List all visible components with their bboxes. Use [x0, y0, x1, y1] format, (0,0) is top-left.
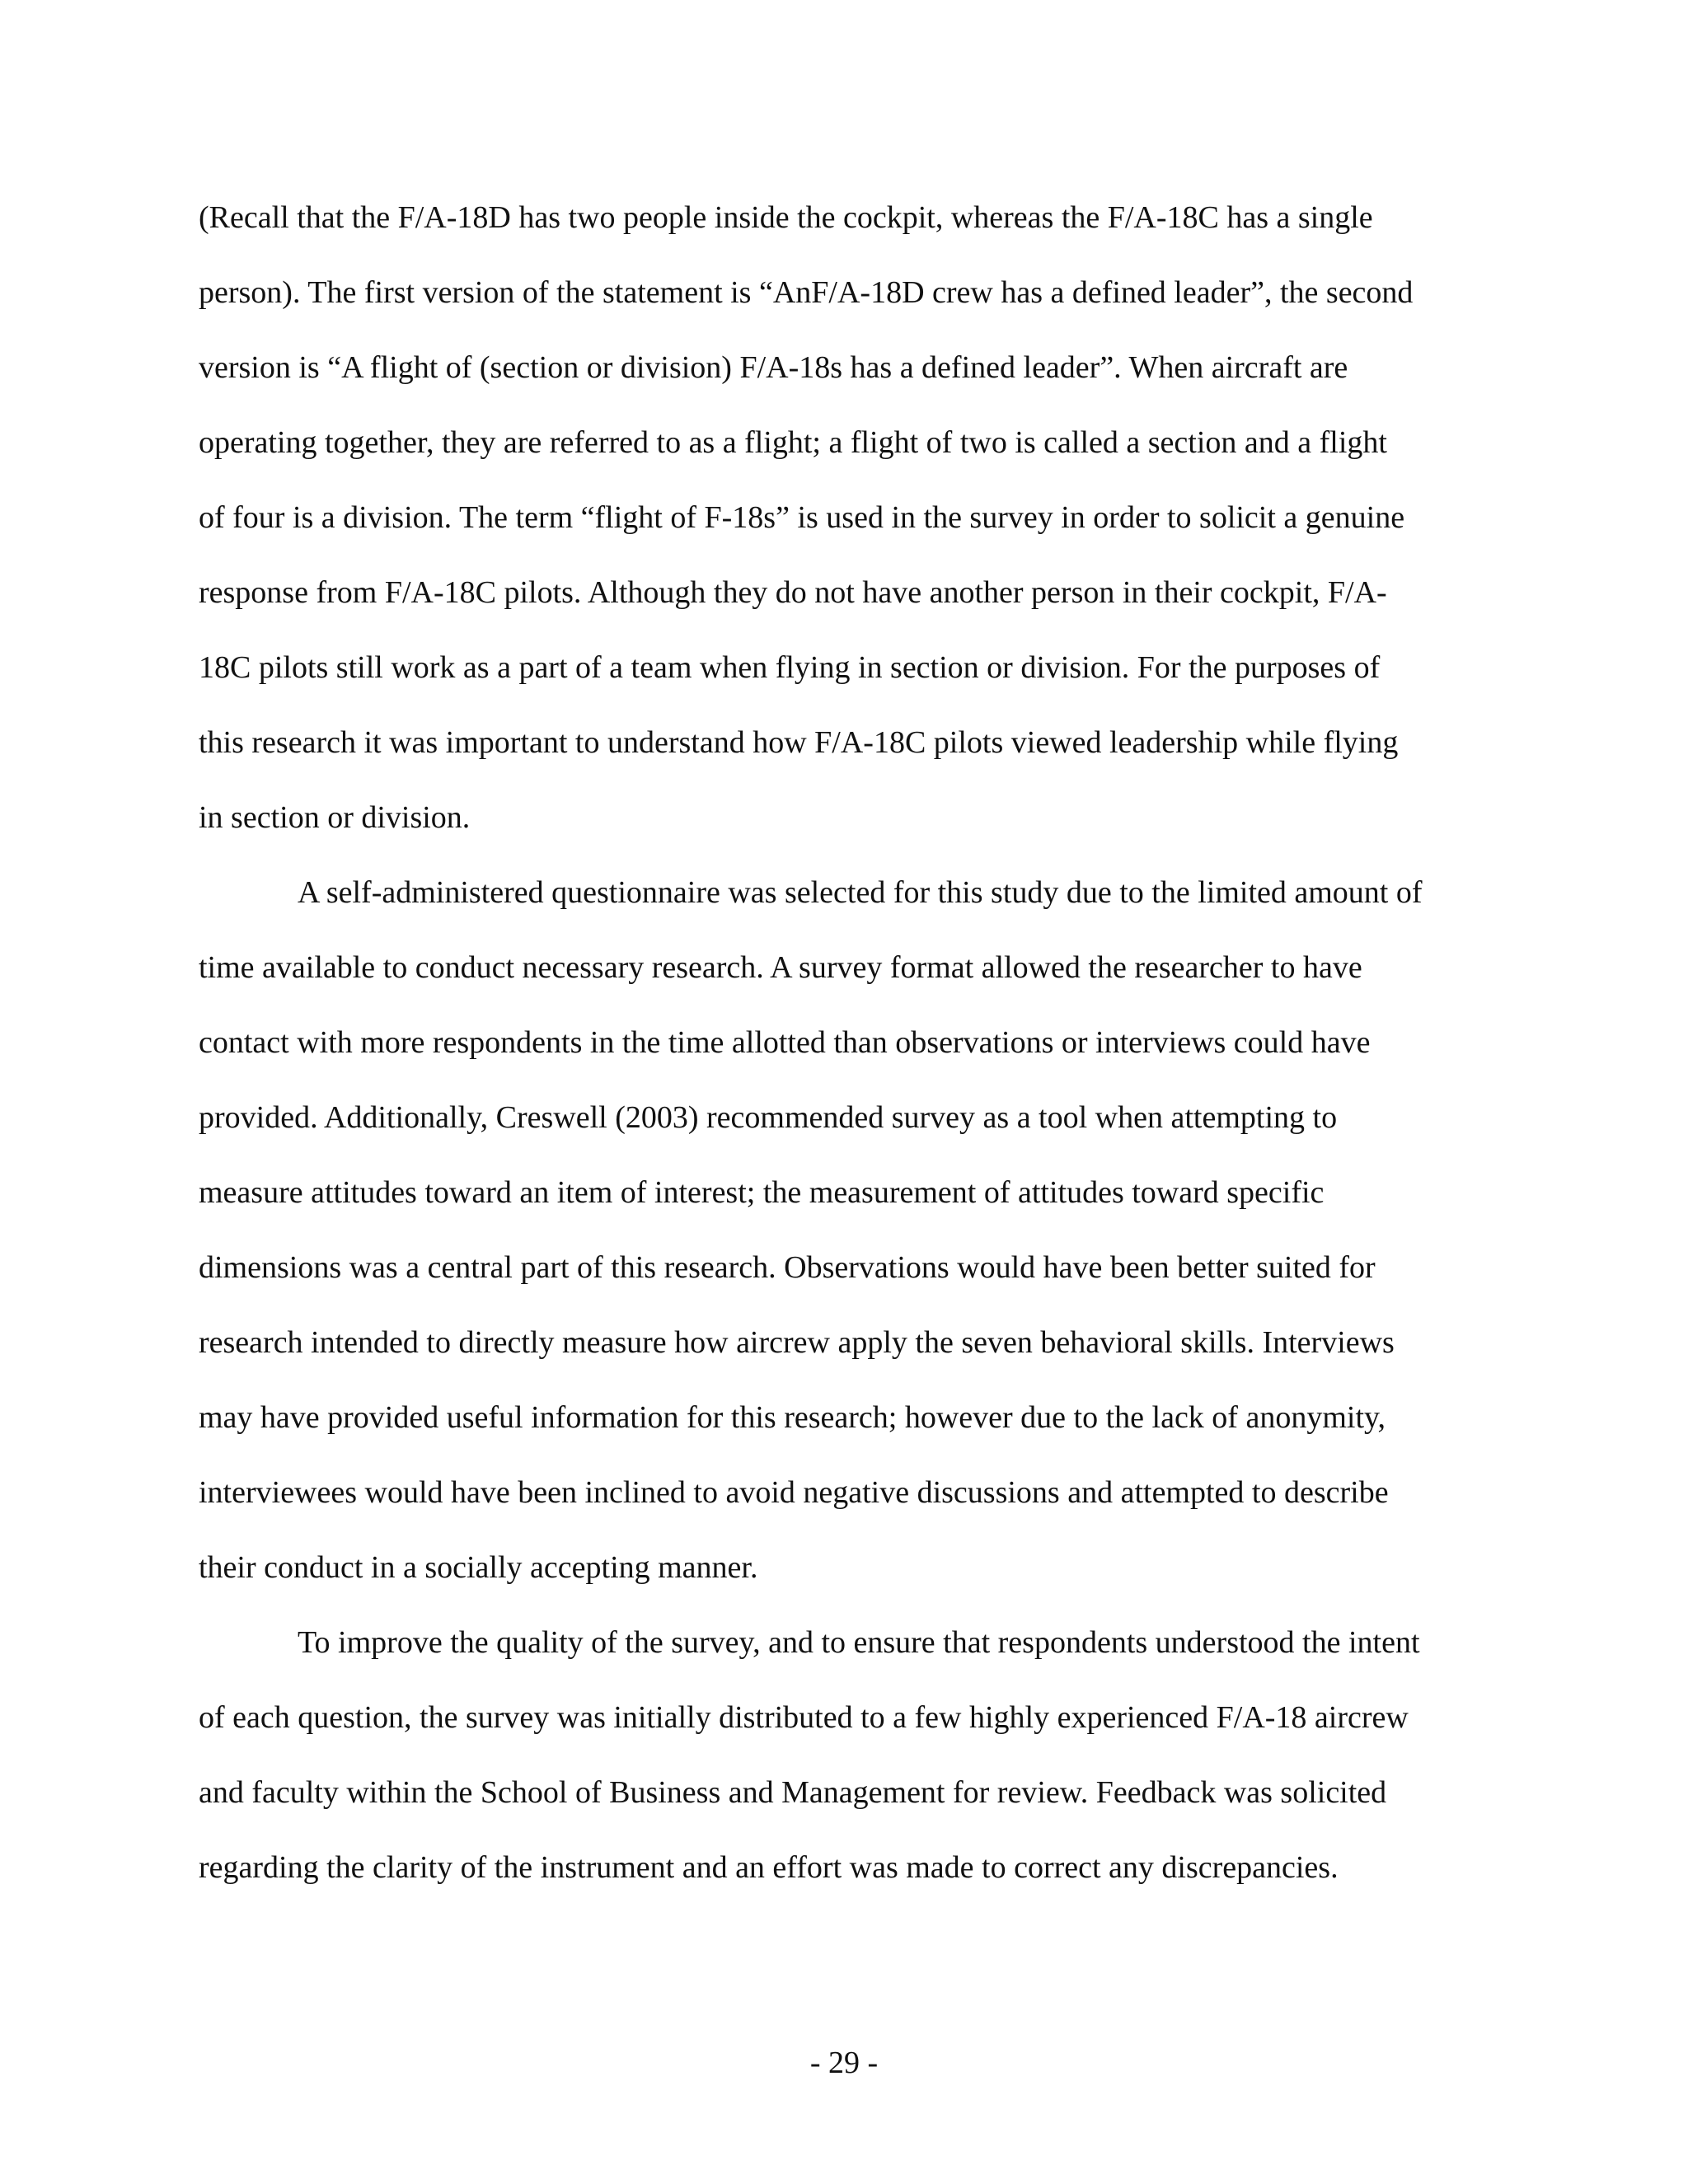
text-line: may have provided useful information for this research; however due to the lack of anonymity,	[199, 1400, 1386, 1435]
text-line: and faculty within the School of Business and Management for review. Feedback was solicited	[199, 1775, 1387, 1810]
text-line: this research it was important to understand how F/A-18C pilots viewed leadership while flying	[199, 725, 1399, 760]
text-line: A self-administered questionnaire was selected for this study due to the limited amount of	[298, 875, 1423, 910]
text-line: their conduct in a socially accepting manner.	[199, 1550, 758, 1585]
text-line: interviewees would have been inclined to avoid negative discussions and attempted to describe	[199, 1475, 1389, 1510]
text-line: of each question, the survey was initially distributed to a few highly experienced F/A-18 aircrew	[199, 1700, 1409, 1735]
text-line: To improve the quality of the survey, and to ensure that respondents understood the intent	[298, 1625, 1420, 1660]
text-line: in section or division.	[199, 800, 471, 835]
text-line: regarding the clarity of the instrument and an effort was made to correct any discrepancies.	[199, 1850, 1339, 1885]
text-line: dimensions was a central part of this research. Observations would have been better suited for	[199, 1250, 1376, 1285]
text-line: time available to conduct necessary research. A survey format allowed the researcher to have	[199, 950, 1362, 985]
text-line: operating together, they are referred to as a flight; a flight of two is called a section and a flight	[199, 425, 1387, 460]
text-line: 18C pilots still work as a part of a team when flying in section or division. For the purposes of	[199, 650, 1381, 685]
text-line: version is “A flight of (section or division) F/A-18s has a defined leader”. When aircraft are	[199, 350, 1348, 385]
text-line: research intended to directly measure how aircrew apply the seven behavioral skills. Interviews	[199, 1325, 1395, 1360]
text-line: contact with more respondents in the time allotted than observations or interviews could have	[199, 1025, 1371, 1060]
text-line: (Recall that the F/A-18D has two people inside the cockpit, whereas the F/A-18C has a single	[199, 200, 1373, 235]
text-line: response from F/A-18C pilots. Although they do not have another person in their cockpit, F/A-	[199, 575, 1387, 610]
text-line: provided. Additionally, Creswell (2003) recommended survey as a tool when attempting to	[199, 1100, 1338, 1135]
text-line: person). The first version of the statement is “AnF/A-18D crew has a defined leader”, the second	[199, 275, 1414, 310]
text-line: measure attitudes toward an item of interest; the measurement of attitudes toward specific	[199, 1175, 1325, 1210]
text-line: of four is a division. The term “flight of F-18s” is used in the survey in order to solicit a genuine	[199, 500, 1405, 535]
page-number: - 29 -	[809, 2046, 879, 2080]
